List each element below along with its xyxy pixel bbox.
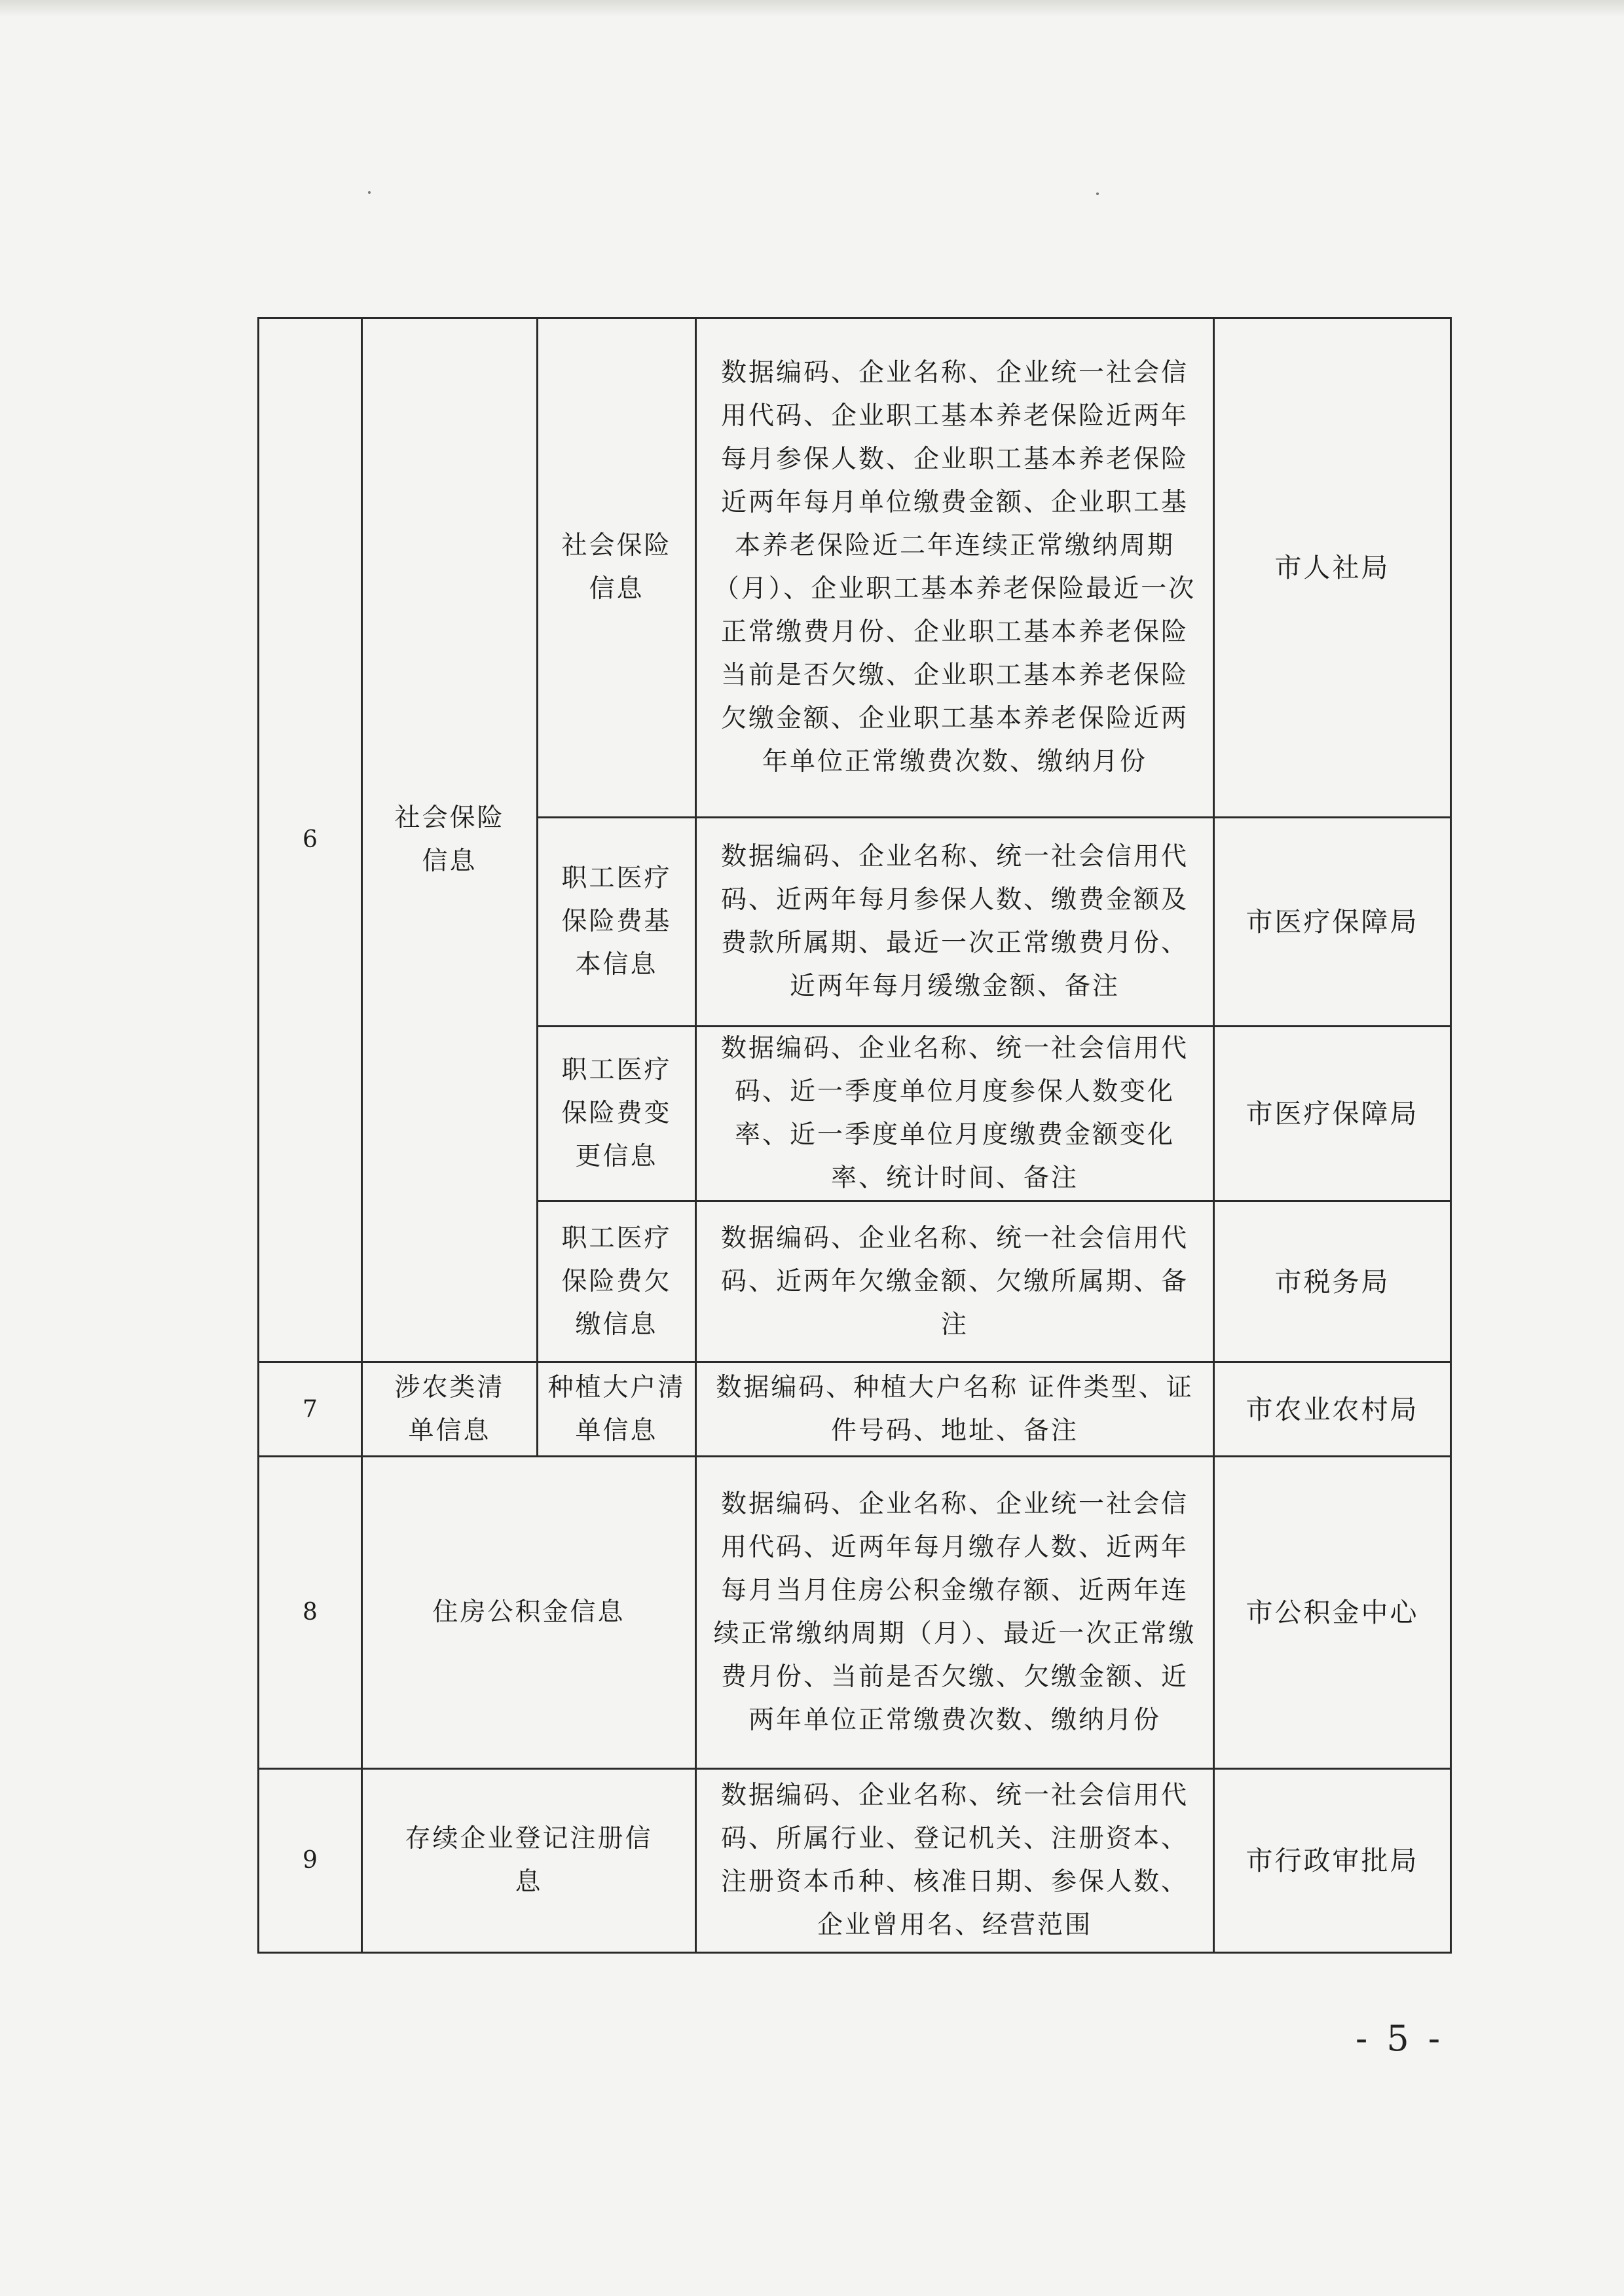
subcategory-cell: 社会保险信息 <box>538 318 696 818</box>
seq-cell: 9 <box>259 1769 362 1953</box>
category-cell: 存续企业登记注册信息 <box>362 1769 696 1953</box>
table-row <box>259 1769 1451 1953</box>
table-row <box>259 1457 1451 1769</box>
category-cell: 涉农类清单信息 <box>362 1362 538 1457</box>
source-cell: 市医疗保障局 <box>1214 818 1451 1027</box>
fields-cell: 数据编码、种植大户名称 证件类型、证件号码、地址、备注 <box>696 1362 1214 1457</box>
scan-speck <box>1096 192 1099 195</box>
seq-cell: 8 <box>259 1457 362 1769</box>
seq-cell: 6 <box>259 318 362 1362</box>
subcategory-cell: 种植大户清单信息 <box>538 1362 696 1457</box>
source-cell: 市行政审批局 <box>1214 1769 1451 1953</box>
fields-cell: 数据编码、企业名称、企业统一社会信用代码、企业职工基本养老保险近两年每月参保人数、企业职工基本养老保险近两年每月单位缴费金额、企业职工基本养老保险近二年连续正常缴纳周期（月）、企业职工基本养老保险最近一次正常缴费月份、企业职工基本养老保险当前是否欠缴、企业职工基本养老保险欠缴金额、企业职工基本养老保险近两年单位正常缴费次数、缴纳月份 <box>696 318 1214 818</box>
source-cell: 市人社局 <box>1214 318 1451 818</box>
scan-speck <box>368 191 371 194</box>
source-cell: 市医疗保障局 <box>1214 1027 1451 1201</box>
page-number: - 5 - <box>1356 2018 1445 2059</box>
source-cell: 市税务局 <box>1214 1201 1451 1362</box>
table-row <box>259 1362 1451 1457</box>
category-cell: 住房公积金信息 <box>362 1457 696 1769</box>
scan-top-edge <box>0 0 1624 17</box>
subcategory-cell: 职工医疗保险费欠缴信息 <box>538 1201 696 1362</box>
source-cell: 市农业农村局 <box>1214 1362 1451 1457</box>
fields-cell: 数据编码、企业名称、企业统一社会信用代码、近两年每月缴存人数、近两年每月当月住房公积金缴存额、近两年连续正常缴纳周期（月）、最近一次正常缴费月份、当前是否欠缴、欠缴金额、近两年单位正常缴费次数、缴纳月份 <box>696 1457 1214 1769</box>
source-cell: 市公积金中心 <box>1214 1457 1451 1769</box>
fields-cell: 数据编码、企业名称、统一社会信用代码、近一季度单位月度参保人数变化率、近一季度单位月度缴费金额变化率、统计时间、备注 <box>696 1027 1214 1201</box>
subcategory-cell: 职工医疗保险费基本信息 <box>538 818 696 1027</box>
fields-cell: 数据编码、企业名称、统一社会信用代码、近两年欠缴金额、欠缴所属期、备注 <box>696 1201 1214 1362</box>
table-row <box>259 318 1451 818</box>
fields-cell: 数据编码、企业名称、统一社会信用代码、所属行业、登记机关、注册资本、注册资本币种、核准日期、参保人数、企业曾用名、经营范围 <box>696 1769 1214 1953</box>
category-cell: 社会保险信息 <box>362 318 538 1362</box>
seq-cell: 7 <box>259 1362 362 1457</box>
fields-cell: 数据编码、企业名称、统一社会信用代码、近两年每月参保人数、缴费金额及费款所属期、最近一次正常缴费月份、近两年每月缓缴金额、备注 <box>696 818 1214 1027</box>
information-resource-table <box>257 317 1452 1954</box>
subcategory-cell: 职工医疗保险费变更信息 <box>538 1027 696 1201</box>
